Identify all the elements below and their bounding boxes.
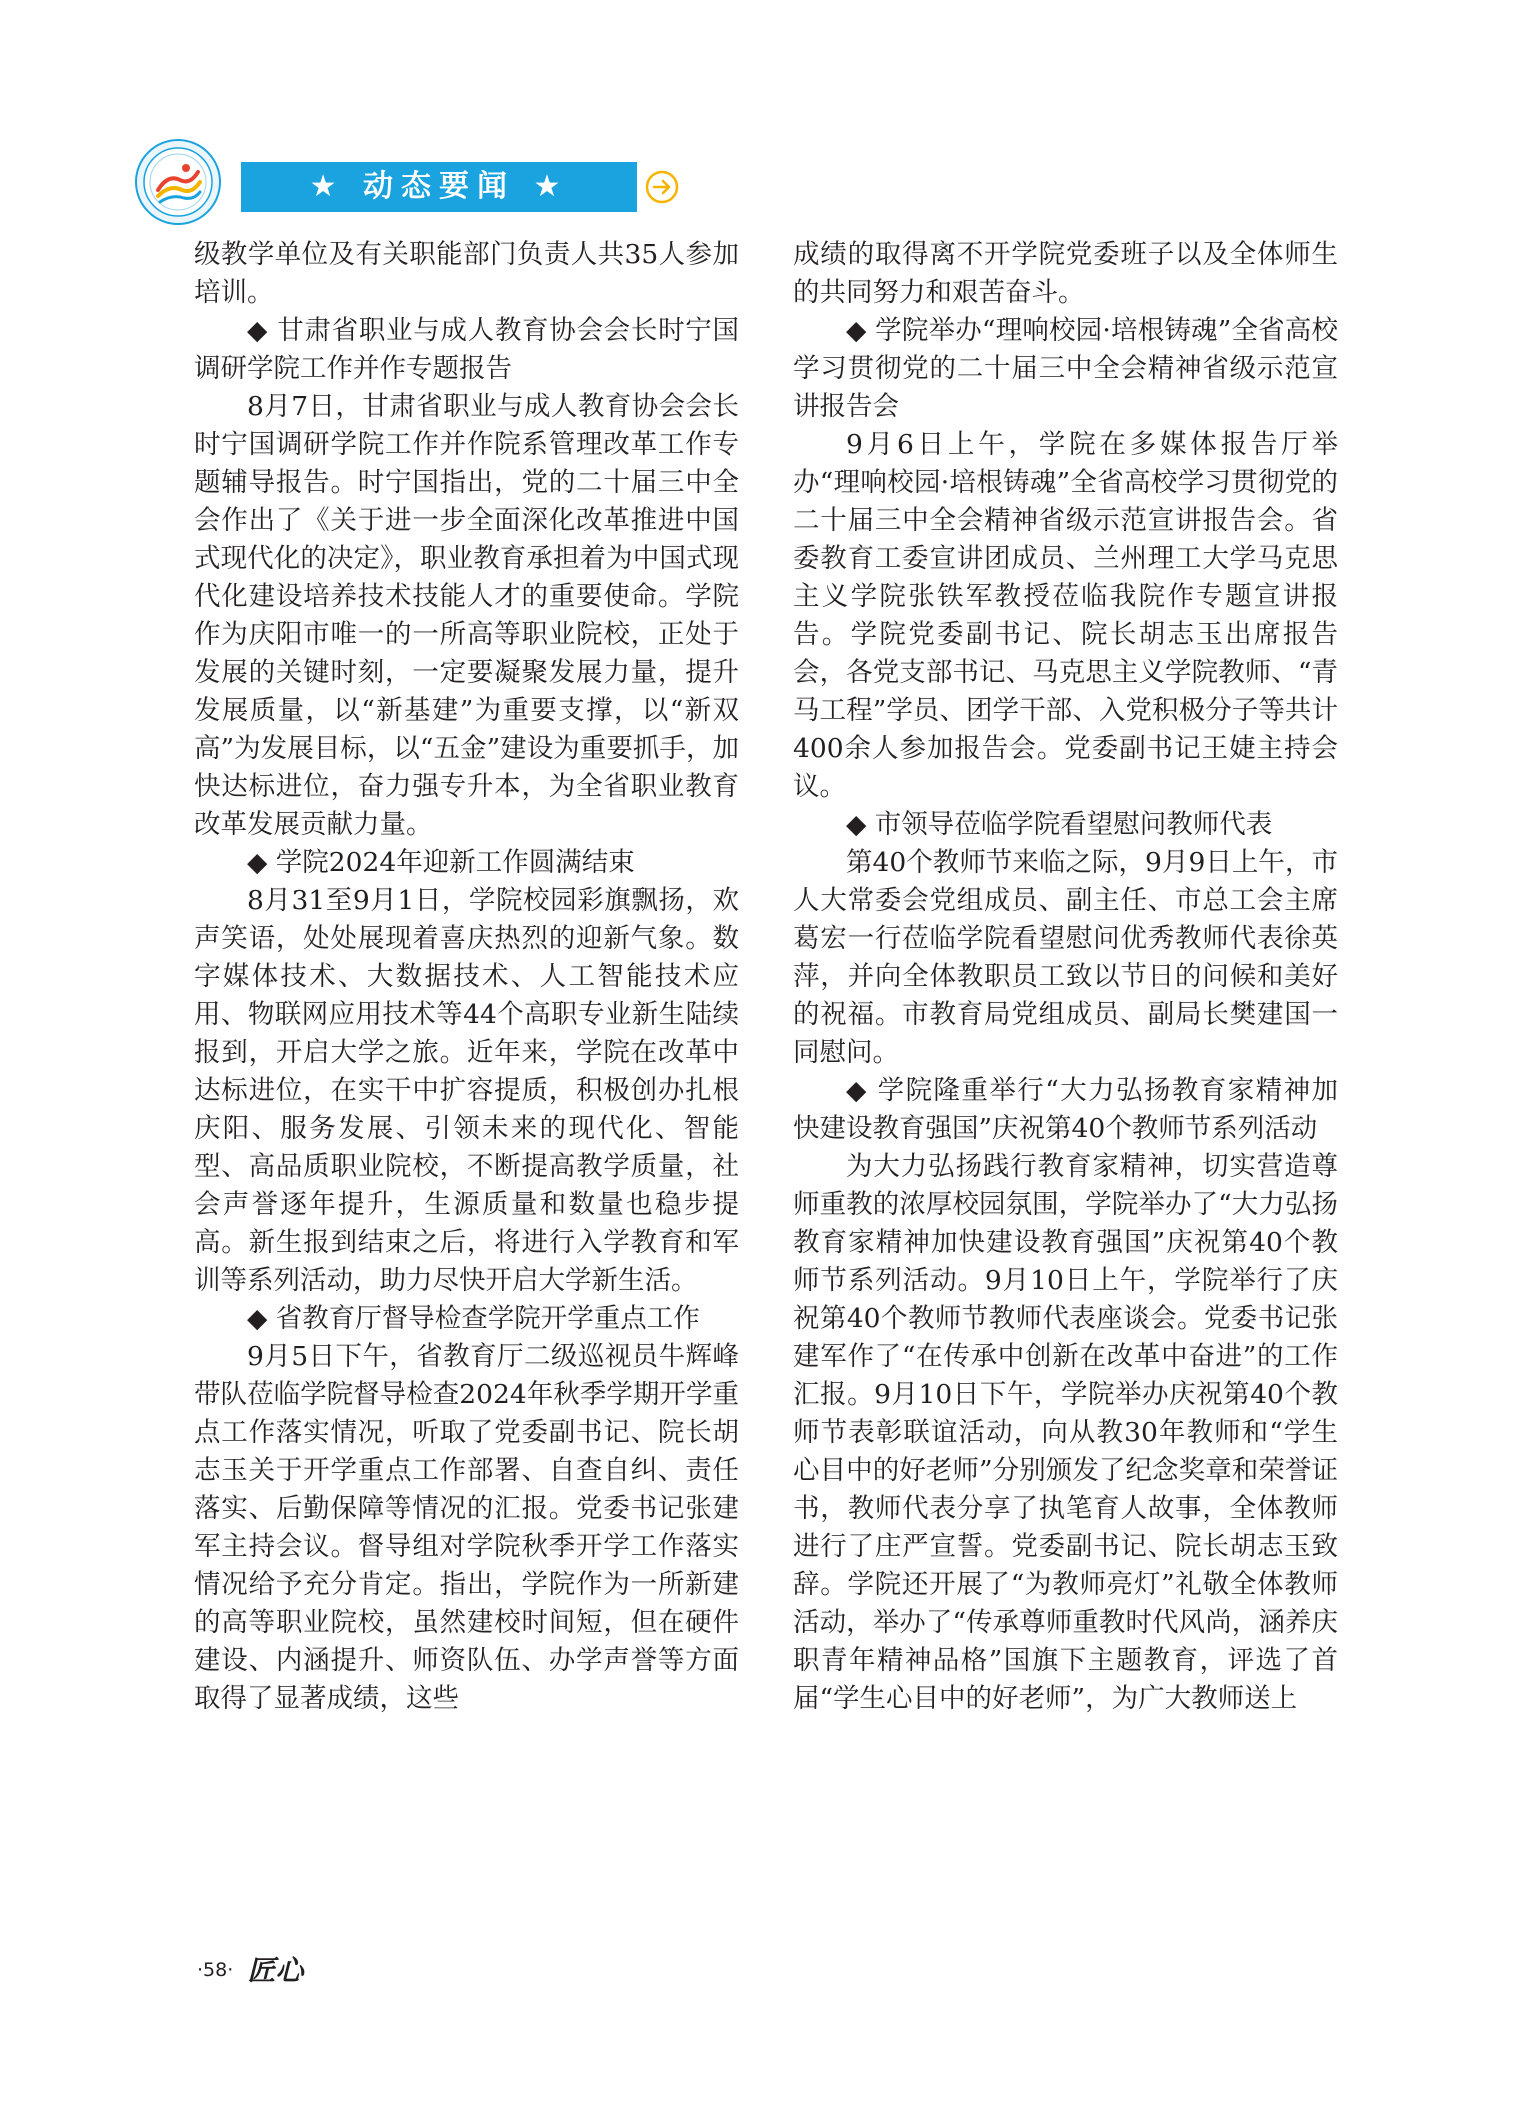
news-heading: ◆ 学院举办“理响校园·培根铸魂”全省高校学习贯彻党的二十届三中全会精神省级示范宣讲报告会 [793,315,1338,422]
page-number: ·58· [197,1959,234,1981]
paragraph: 9月6日上午，学院在多媒体报告厅举办“理响校园·培根铸魂”全省高校学习贯彻党的二十届三中全会精神省级示范宣讲报告会。省委教育工委宣讲团成员、兰州理工大学马克思主义学院张铁军教授莅临我院作专题宣讲报告。学院党委副书记、院长胡志玉出席报告会，各党支部书记、马克思主义学院教师、“青马工程”学员、团学干部、入党积极分子等共计400余人参加报告会。党委副书记王婕主持会议。 [793,429,1338,802]
circle-arrow-right-icon [644,169,680,205]
page-footer [197,1950,303,1990]
news-heading: ◆ 学院2024年迎新工作圆满结束 [247,847,635,878]
paragraph: 级教学单位及有关职能部门负责人共35人参加培训。 [194,239,739,308]
paragraph: 为大力弘扬践行教育家精神，切实营造尊师重教的浓厚校园氛围，学院举办了“大力弘扬教育家精神加快建设教育强国”庆祝第40个教师节系列活动。9月10日上午，学院举行了庆祝第40个教师节教师代表座谈会。党委书记张建军作了“在传承中创新在改革中奋进”的工作汇报。9月10日下午，学院举办庆祝第40个教师节表彰联谊活动，向从教30年教师和“学生心目中的好老师”分别颁发了纪念奖章和荣誉证书，教师代表分享了执笔育人故事，全体教师进行了庄严宣誓。党委副书记、院长胡志玉致辞。学院还开展了“为教师亮灯”礼敬全体教师活动，举办了“传承尊师重教时代风尚，涵养庆职青年精神品格”国旗下主题教育，评选了首届“学生心目中的好老师”，为广大教师送上 [793,1151,1338,1714]
paragraph: 8月7日，甘肃省职业与成人教育协会会长时宁国调研学院工作并作院系管理改革工作专题辅导报告。时宁国指出，党的二十届三中全会作出了《关于进一步全面深化改革推进中国式现代化的决定》，职业教育承担着为中国式现代化建设培养技术技能人才的重要使命。学院作为庆阳市唯一的一所高等职业院校，正处于发展的关键时刻，一定要凝聚发展力量，提升发展质量，以“新基建”为重要支撑，以“新双高”为发展目标，以“五金”建设为重要抓手，加快达标进位，奋力强专升本，为全省职业教育改革发展贡献力量。 [194,391,739,840]
right-column [793,236,1338,1718]
journal-name: 匠心 [247,1953,304,1987]
news-heading: ◆ 甘肃省职业与成人教育协会会长时宁国调研学院工作并作专题报告 [194,315,739,384]
paragraph: 8月31至9月1日，学院校园彩旗飘扬，欢声笑语，处处展现着喜庆热烈的迎新气象。数字媒体技术、大数据技术、人工智能技术应用、物联网应用技术等44个高职专业新生陆续报到，开启大学之旅。近年来，学院在改革中达标进位，在实干中扩容提质，积极创办扎根庆阳、服务发展、引领未来的现代化、智能型、高品质职业院校，不断提高教学质量，社会声誉逐年提升，生源质量和数量也稳步提高。新生报到结束之后，将进行入学教育和军训等系列活动，助力尽快开启大学新生活。 [194,885,739,1296]
section-title-banner: ★ 动态要闻 ★ [241,162,637,212]
news-heading: ◆ 市领导莅临学院看望慰问教师代表 [846,809,1273,840]
paragraph: 成绩的取得离不开学院党委班子以及全体师生的共同努力和艰苦奋斗。 [793,239,1338,308]
paragraph: 第40个教师节来临之际，9月9日上午，市人大常委会党组成员、副主任、市总工会主席葛宏一行莅临学院看望慰问优秀教师代表徐英萍，并向全体教职员工致以节日的问候和美好的祝福。市教育局党组成员、副局长樊建国一同慰问。 [793,847,1338,1068]
news-heading: ◆ 学院隆重举行“大力弘扬教育家精神加快建设教育强国”庆祝第40个教师节系列活动 [793,1075,1338,1144]
college-emblem-icon [134,138,222,226]
section-header [134,138,734,238]
news-heading: ◆ 省教育厅督导检查学院开学重点工作 [247,1303,700,1334]
left-column [194,236,739,1718]
paragraph: 9月5日下午，省教育厅二级巡视员牛辉峰带队莅临学院督导检查2024年秋季学期开学重点工作落实情况，听取了党委副书记、院长胡志玉关于开学重点工作部署、自查自纠、责任落实、后勤保障等情况的汇报。党委书记张建军主持会议。督导组对学院秋季开学工作落实情况给予充分肯定。指出，学院作为一所新建的高等职业院校，虽然建校时间短，但在硬件建设、内涵提升、师资队伍、办学声誉等方面取得了显著成绩，这些 [194,1341,739,1714]
